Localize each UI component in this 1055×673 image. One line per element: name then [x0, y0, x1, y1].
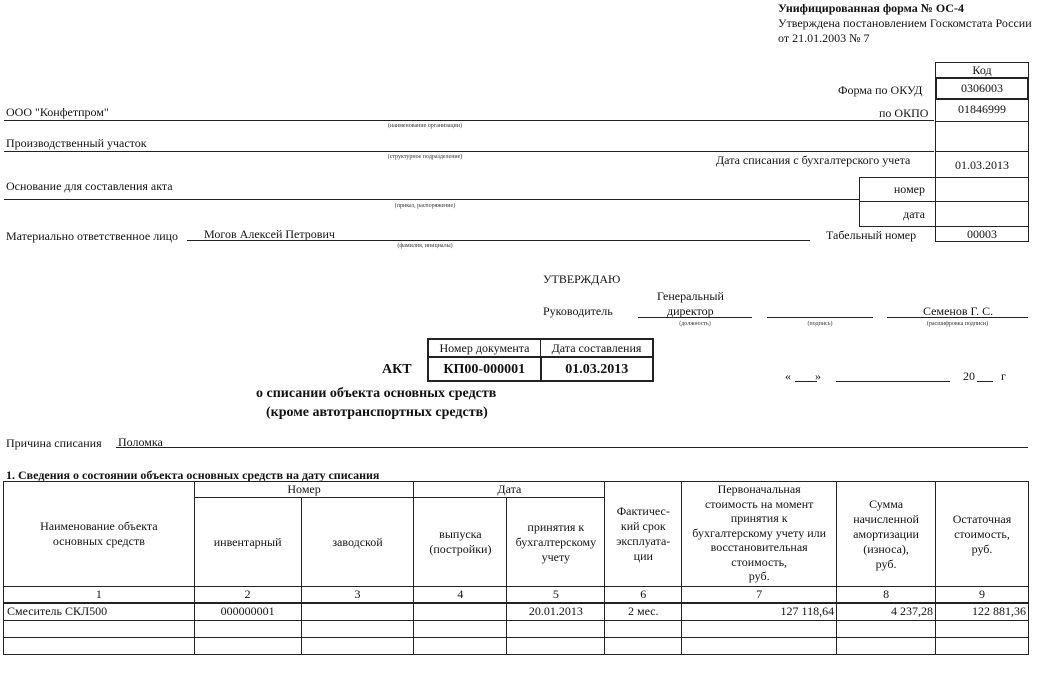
approve-title: УТВЕРЖДАЮ	[543, 272, 621, 286]
row-initial[interactable]: 127 118,64	[682, 603, 837, 620]
reason-value: Поломка	[118, 435, 163, 449]
header-term-line-1: Фактичес-	[616, 504, 670, 518]
header-depreciation	[837, 482, 936, 587]
header-initial-line-2: стоимость на момент	[704, 496, 814, 511]
doc-date-label: Дата составления	[541, 339, 654, 357]
header-dep-line-1: Сумма	[869, 496, 904, 511]
header-name-line-1: Наименование объекта	[40, 519, 158, 533]
approve-role-label: Руководитель	[543, 304, 613, 318]
empty-cell[interactable]	[507, 637, 605, 654]
basis-hint: (приказ, распоряжение)	[394, 203, 456, 209]
empty-cell[interactable]	[507, 620, 605, 637]
header-initial-line-3: принятия к	[730, 511, 788, 525]
header-accept-line-1: принятия к	[527, 519, 585, 534]
header-inventory: инвентарный	[194, 498, 301, 587]
header-res-line-1: Остаточная	[952, 511, 1012, 526]
tab-number-label: Табельный номер	[826, 228, 917, 242]
header-initial-line-4: бухгалтерскому учету или	[692, 525, 827, 540]
section-1-title: 1. Сведения о состоянии объекта основных средств на дату списания	[6, 468, 380, 482]
table-row	[4, 620, 1029, 637]
header-dep-line-3: амортизации	[853, 526, 919, 541]
empty-cell[interactable]	[605, 637, 682, 654]
header-accept-line-2: бухгалтерскому	[515, 534, 597, 549]
okpo-box[interactable]	[935, 99, 1029, 122]
write-off-date-label: Дата списания с бухгалтерского учета	[716, 153, 911, 167]
header-initial-line-6: стоимость,	[731, 554, 788, 569]
col-num-9: 9	[936, 587, 1029, 604]
header-term-line-3: эксплуата-	[616, 534, 671, 548]
empty-cell[interactable]	[301, 637, 414, 654]
row-term[interactable]: 2 мес.	[605, 603, 682, 620]
col-num-5: 5	[507, 587, 605, 604]
header-name	[4, 482, 195, 587]
division-hint: (структурное подразделение)	[387, 154, 463, 160]
okud-label: Форма по ОКУД	[838, 83, 923, 97]
basis-date-box[interactable]	[935, 201, 1029, 227]
position-line-1: Генеральный	[657, 289, 724, 303]
signature-hint: (подпись)	[807, 321, 833, 327]
position-hint: (должность)	[679, 321, 711, 327]
empty-cell[interactable]	[4, 637, 195, 654]
tab-number-box[interactable]	[935, 226, 1029, 242]
division-line	[4, 151, 934, 152]
tab-number-value: 00003	[967, 227, 997, 241]
header-initial-line-5: восстановительная	[710, 540, 808, 554]
col-num-2: 2	[194, 587, 301, 604]
write-off-date-box[interactable]	[935, 151, 1029, 178]
header-res-line-2: стоимость,	[954, 526, 1010, 541]
row-depreciation[interactable]: 4 237,28	[837, 603, 936, 620]
organization-name: ООО "Конфетпром"	[6, 105, 109, 119]
approve-month-line[interactable]	[836, 381, 950, 382]
header-accept	[507, 498, 605, 587]
col-num-6: 6	[605, 587, 682, 604]
table-row	[4, 637, 1029, 654]
signer-line	[887, 317, 1028, 318]
okpo-label: по ОКПО	[879, 106, 929, 120]
column-numbers-row	[4, 587, 1029, 604]
organization-hint: (наименование организации)	[388, 123, 462, 129]
okpo-value: 01846999	[958, 102, 1006, 116]
header-date-group: Дата	[414, 482, 605, 498]
approved-line-2: от 21.01.2003 № 7	[778, 31, 870, 45]
empty-cell[interactable]	[301, 620, 414, 637]
responsible-name: Могов Алексей Петрович	[204, 227, 335, 241]
row-name[interactable]: Смеситель СКЛ500	[4, 603, 195, 620]
doc-date: 01.03.2013	[541, 357, 654, 381]
col-num-8: 8	[837, 587, 936, 604]
act-subtitle-1: о списании объекта основных средств	[256, 386, 497, 401]
okud-value: 0306003	[961, 81, 1003, 95]
act-subtitle-2: (кроме автотранспортных средств)	[266, 405, 488, 420]
col-num-7: 7	[682, 587, 837, 604]
okud-box[interactable]	[935, 77, 1029, 100]
reason-line	[116, 447, 1028, 448]
act-title: АКТ	[382, 362, 412, 377]
basis-number-label: номер	[893, 182, 925, 196]
row-release[interactable]	[414, 603, 507, 620]
col-num-4: 4	[414, 587, 507, 604]
header-name-line-2: основных средств	[52, 534, 145, 548]
header-dep-line-5: руб.	[875, 556, 897, 571]
header-initial-line-7: руб.	[748, 569, 770, 583]
basis-number-label-box	[859, 177, 936, 202]
header-initial-line-1: Первоначальная	[717, 482, 801, 496]
position-line-2: директор	[667, 304, 714, 318]
row-inventory[interactable]: 000000001	[194, 603, 301, 620]
empty-cell[interactable]	[936, 620, 1029, 637]
basis-label: Основание для составления акта	[6, 179, 173, 193]
empty-cell[interactable]	[605, 620, 682, 637]
header-dep-line-2: начисленной	[853, 511, 919, 526]
approve-year-line[interactable]	[977, 381, 993, 382]
header-accept-line-3: учету	[541, 549, 571, 564]
responsible-label: Материально ответственное лицо	[6, 229, 179, 243]
write-off-date-value: 01.03.2013	[955, 158, 1009, 172]
header-release-line-2: (постройки)	[429, 542, 492, 556]
header-residual	[936, 482, 1029, 587]
col-num-1: 1	[4, 587, 195, 604]
table-row	[4, 603, 1029, 620]
empty-cell[interactable]	[682, 620, 837, 637]
basis-number-box[interactable]	[935, 177, 1029, 202]
header-factory: заводской	[301, 498, 414, 587]
empty-cell[interactable]	[414, 637, 507, 654]
assets-table	[3, 481, 1029, 655]
col-num-3: 3	[301, 587, 414, 604]
approve-day-line[interactable]	[795, 381, 817, 382]
row-factory[interactable]	[301, 603, 414, 620]
responsible-hint: (фамилия, инициалы)	[397, 243, 453, 249]
header-res-line-3: руб.	[971, 541, 993, 556]
approve-year-prefix: 20	[963, 369, 975, 383]
header-term-line-2: кий срок	[620, 519, 666, 533]
approve-year-suffix: г	[1001, 369, 1006, 383]
position-line	[638, 317, 752, 318]
header-release-line-1: выпуска	[439, 527, 482, 541]
organization-line	[4, 120, 934, 121]
empty-cell[interactable]	[4, 620, 195, 637]
doc-number-label: Номер документа	[428, 339, 541, 357]
form-title: Унифицированная форма № ОС-4	[778, 1, 964, 15]
approved-line-1: Утверждена постановлением Госкомстата России	[778, 16, 1032, 30]
doc-info-table	[427, 338, 654, 382]
header-term-line-4: ции	[633, 549, 653, 563]
basis-date-label: дата	[903, 206, 925, 221]
code-column-header	[935, 62, 1029, 78]
header-number-group: Номер	[194, 482, 414, 498]
signer-name: Семенов Г. С.	[923, 304, 994, 318]
header-release	[414, 498, 507, 587]
header-actual-term	[605, 482, 682, 587]
basis-date-label-box	[859, 201, 936, 227]
header-initial-cost	[682, 482, 837, 587]
reason-label: Причина списания	[6, 436, 102, 450]
signer-hint: (расшифровка подписи)	[926, 321, 989, 327]
empty-cell[interactable]	[837, 637, 936, 654]
empty-code-box	[935, 121, 1029, 152]
signature-line[interactable]	[767, 317, 873, 318]
approve-date-quote: « »	[785, 369, 821, 383]
responsible-line	[187, 240, 810, 241]
code-column-label: Код	[972, 62, 992, 77]
row-accept[interactable]: 20.01.2013	[507, 603, 605, 620]
doc-number: КП00-000001	[428, 357, 541, 381]
basis-line	[4, 199, 859, 200]
empty-cell[interactable]	[837, 620, 936, 637]
empty-cell[interactable]	[194, 620, 301, 637]
empty-cell[interactable]	[936, 637, 1029, 654]
row-residual[interactable]: 122 881,36	[936, 603, 1029, 620]
division-name: Производственный участок	[6, 136, 147, 150]
empty-cell[interactable]	[194, 637, 301, 654]
empty-cell[interactable]	[682, 637, 837, 654]
header-dep-line-4: (износа),	[863, 541, 909, 556]
empty-cell[interactable]	[414, 620, 507, 637]
